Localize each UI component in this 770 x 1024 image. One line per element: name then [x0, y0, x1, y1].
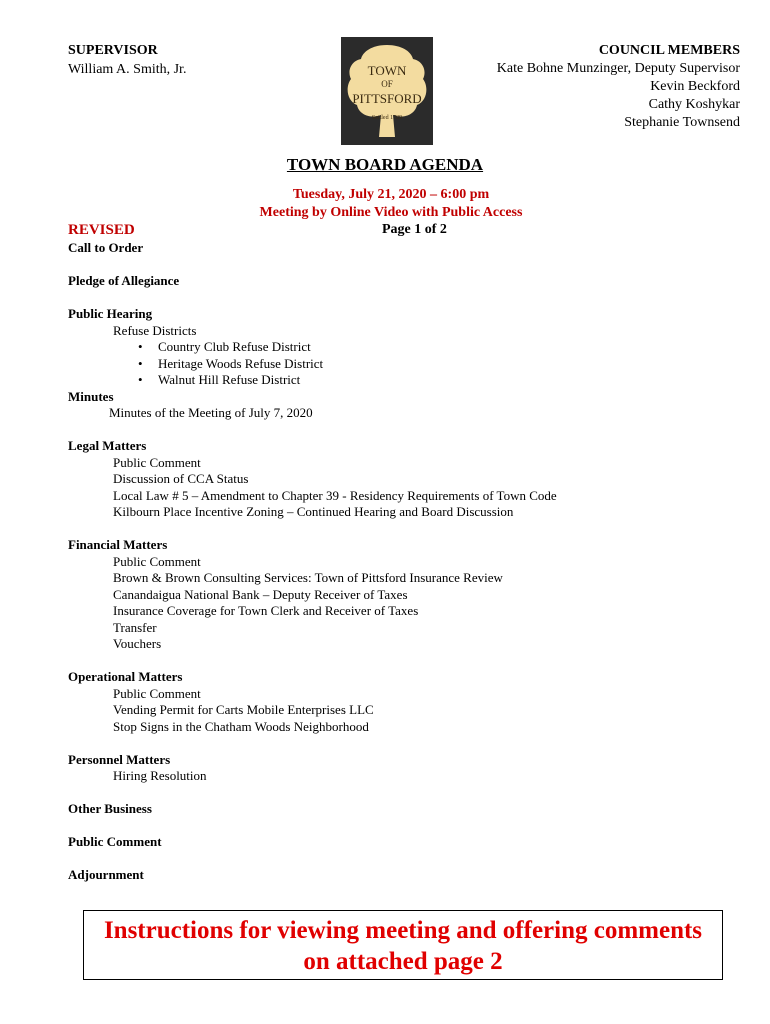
agenda-title: TOWN BOARD AGENDA — [286, 155, 484, 174]
list-item: Hiring Resolution — [113, 768, 207, 783]
list-item: Brown & Brown Consulting Services: Town of Pittsford Insurance Review — [113, 570, 503, 585]
supervisor-title: SUPERVISOR — [68, 43, 158, 58]
section-call-to-order: Call to Order — [68, 240, 144, 255]
section-personnel: Personnel Matters — [68, 751, 171, 767]
list-item: Canandaigua National Bank – Deputy Receiver of Taxes — [113, 586, 408, 602]
supervisor-name: William A. Smith, Jr. — [68, 62, 187, 77]
section-adjournment: Adjournment — [68, 867, 144, 882]
council-member: Kevin Beckford — [650, 79, 740, 94]
list-item: • Heritage Woods Refuse District — [136, 356, 748, 373]
section-minutes: Minutes — [68, 388, 114, 404]
list-item: Public Comment — [113, 553, 201, 569]
list-item: Kilbourn Place Incentive Zoning – Continued Hearing and Board Discussion — [113, 504, 514, 519]
list-item: • Country Club Refuse District — [136, 339, 748, 356]
council-member: Kate Bohne Munzinger, Deputy Supervisor — [496, 61, 740, 76]
list-item: • Walnut Hill Refuse District — [136, 372, 748, 389]
agenda-list — [68, 240, 748, 884]
list-item: Public Comment — [113, 685, 201, 701]
list-item: Vending Permit for Carts Mobile Enterprises LLC — [113, 702, 374, 717]
council-title: COUNCIL MEMBERS — [598, 43, 740, 58]
list-item: Transfer — [113, 619, 157, 635]
revised-label: REVISED — [68, 222, 135, 238]
meeting-info — [0, 186, 770, 222]
list-item: Local Law # 5 – Amendment to Chapter 39 - Residency Requirements of Town Code — [113, 487, 557, 503]
refuse-district-list — [68, 339, 748, 389]
section-public-hearing: Public Hearing — [68, 306, 153, 321]
council-member: Cathy Koshykar — [648, 97, 740, 112]
logo-line3: PITTSFORD — [352, 91, 422, 106]
section-operational: Operational Matters — [68, 669, 183, 684]
logo-line1: TOWN — [367, 63, 407, 78]
council-members — [497, 42, 740, 132]
section-other-business: Other Business — [68, 801, 152, 816]
section-financial: Financial Matters — [68, 537, 168, 552]
list-item: Vouchers — [113, 636, 162, 651]
list-item: Minutes of the Meeting of July 7, 2020 — [109, 405, 313, 420]
list-item: Public Comment — [113, 454, 201, 470]
section-legal: Legal Matters — [68, 438, 147, 453]
town-logo — [341, 37, 433, 145]
list-item: Insurance Coverage for Town Clerk and Receiver of Taxes — [113, 603, 419, 618]
page-indicator: Page 1 of 2 — [382, 222, 447, 237]
meeting-date: Tuesday, July 21, 2020 – 6:00 pm — [292, 187, 490, 202]
section-pledge: Pledge of Allegiance — [68, 273, 180, 288]
meeting-format: Meeting by Online Video with Public Access — [259, 205, 523, 220]
list-item: Stop Signs in the Chatham Woods Neighborhood — [113, 718, 369, 734]
section-public-comment: Public Comment — [68, 834, 162, 849]
instructions-line2: on attached page 2 — [303, 948, 503, 975]
logo-line2: OF — [381, 79, 393, 89]
logo-line4: Settled 1789 — [371, 115, 403, 121]
council-member: Stephanie Townsend — [624, 115, 740, 130]
instructions-line1: Instructions for viewing meeting and offering comments — [103, 917, 703, 944]
list-item: Refuse Districts — [113, 322, 197, 338]
instructions-box — [83, 910, 723, 980]
tree-seal-icon — [343, 39, 431, 143]
list-item: Discussion of CCA Status — [113, 471, 249, 486]
